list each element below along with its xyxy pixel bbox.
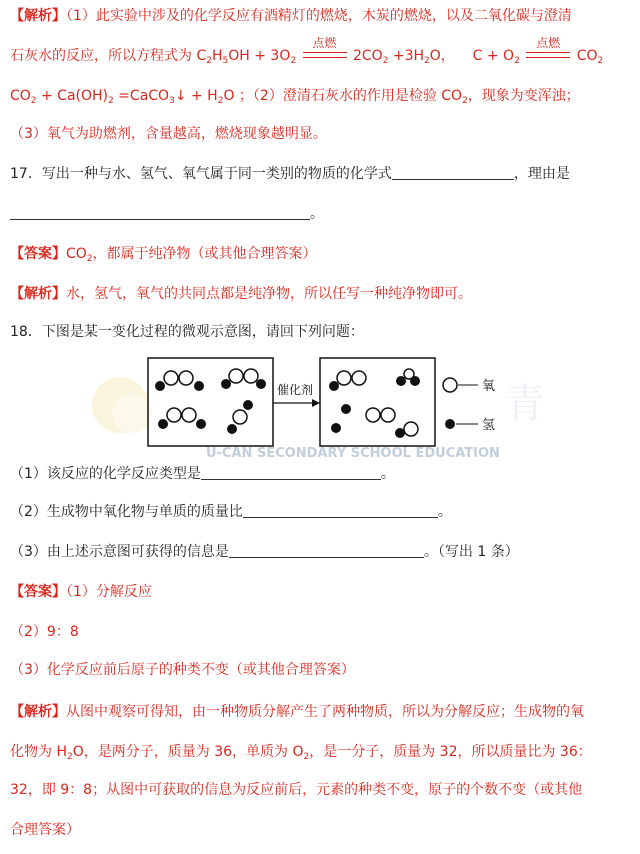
q18-explanation-line-1: 【解析】从图中观察可得知，由一种物质分解产生了两种物质，所以为分解反应；生成物的氧 bbox=[10, 704, 584, 720]
answer-blank bbox=[10, 205, 310, 220]
q18-explanation-line-3: 32，即 9：8；从图中可获取的信息为反应前后，元素的种类不变，原子的个数不变（或其他 bbox=[10, 782, 583, 798]
water-molecule bbox=[227, 400, 253, 434]
q16-explanation-line-4: （3）氧气为助燃剂，含量越高，燃烧现象越明显。 bbox=[10, 126, 327, 142]
q17-question-line-1: 17．写出一种与水、氢气、氧气属于同一类别的物质的化学式 ，理由是 bbox=[10, 166, 570, 182]
q18-part-3: （3）由上述示意图可获得的信息是 。（写出 1 条） bbox=[10, 544, 519, 560]
explanation-tag: 【解析】 bbox=[10, 286, 66, 302]
answer-tag: 【答案】 bbox=[10, 246, 66, 262]
ignition-condition: 点燃 bbox=[301, 46, 349, 66]
answer-blank bbox=[201, 465, 381, 480]
hydrogen-atom bbox=[341, 404, 351, 414]
legend-hydrogen bbox=[445, 418, 495, 433]
hydrogen-atom bbox=[331, 423, 341, 433]
reaction-micro-diagram bbox=[0, 345, 640, 460]
watermark-text: U-CAN SECONDARY SCHOOL EDUCATION bbox=[206, 446, 500, 460]
water-molecule bbox=[158, 408, 206, 429]
q18-answer-tag: 【答案】（1）分解反应 bbox=[10, 584, 152, 600]
water-molecule bbox=[155, 371, 204, 391]
answer-blank bbox=[243, 503, 438, 518]
q16-explanation-line-1: 【解析】（1）此实验中涉及的化学反应有酒精灯的燃烧，木炭的燃烧，以及二氧化碳与澄清 bbox=[10, 8, 572, 24]
q18-explanation-line-2: 化物为 $H_2O$，是两分子，质量为 36，单质为 $O_2$，是一分子，质量为 32，所以质量比为 36： bbox=[10, 744, 592, 762]
q18-answer-3: （3）化学反应前后原子的种类不变（或其他合理答案） bbox=[10, 662, 355, 678]
water-molecule bbox=[395, 422, 418, 438]
svg-text:氢: 氢 bbox=[482, 418, 496, 433]
explanation-tag: 【解析】 bbox=[10, 704, 66, 720]
q16-equations-line: 石灰水的反应，所以方程式为 $C_2H_5OH + 3O_2$ 点燃 $2CO_2 +3H_2O$， $C + O_2$ 点燃 $CO_2$ bbox=[10, 36, 604, 66]
q17-answer: 【答案】$CO_2$，都属于纯净物（或其他合理答案） bbox=[10, 246, 317, 264]
q18-question-title: 18．下图是某一变化过程的微观示意图，请回下列问题： bbox=[10, 324, 364, 340]
explanation-tag: 【解析】 bbox=[10, 8, 66, 24]
watermark-glyph: 青 bbox=[505, 381, 545, 427]
q16-explanation-line-3: $CO_2 + Ca(OH)_2$ =CaCO$_3$↓ + $H_2O$ ；（2）澄清石灰水的作用是检验 $CO_2$，现象为变浑浊； bbox=[10, 88, 580, 106]
catalyst-label: 催化剂 bbox=[277, 383, 314, 397]
legend-oxygen bbox=[443, 378, 495, 394]
q17-explanation: 【解析】水，氢气，氧气的共同点都是纯净物，所以任写一种纯净物即可。 bbox=[10, 286, 472, 302]
svg-text:氧: 氧 bbox=[482, 379, 496, 394]
water-molecule bbox=[329, 371, 366, 391]
hydrogen-molecule bbox=[396, 369, 420, 386]
answer-blank bbox=[229, 543, 424, 558]
q18-part-1: （1）该反应的化学反应类型是 。 bbox=[10, 466, 395, 482]
water-molecule bbox=[221, 369, 266, 389]
q18-answer-2: （2）9：8 bbox=[10, 624, 79, 640]
q17-question-line-2: 。 bbox=[10, 204, 324, 224]
answer-blank bbox=[392, 165, 514, 180]
q18-explanation-line-4: 合理答案） bbox=[10, 822, 80, 838]
ignition-condition: 点燃 bbox=[524, 46, 572, 66]
q18-part-2: （2）生成物中氧化物与单质的质量比 。 bbox=[10, 504, 452, 520]
oxygen-molecule bbox=[366, 408, 395, 422]
